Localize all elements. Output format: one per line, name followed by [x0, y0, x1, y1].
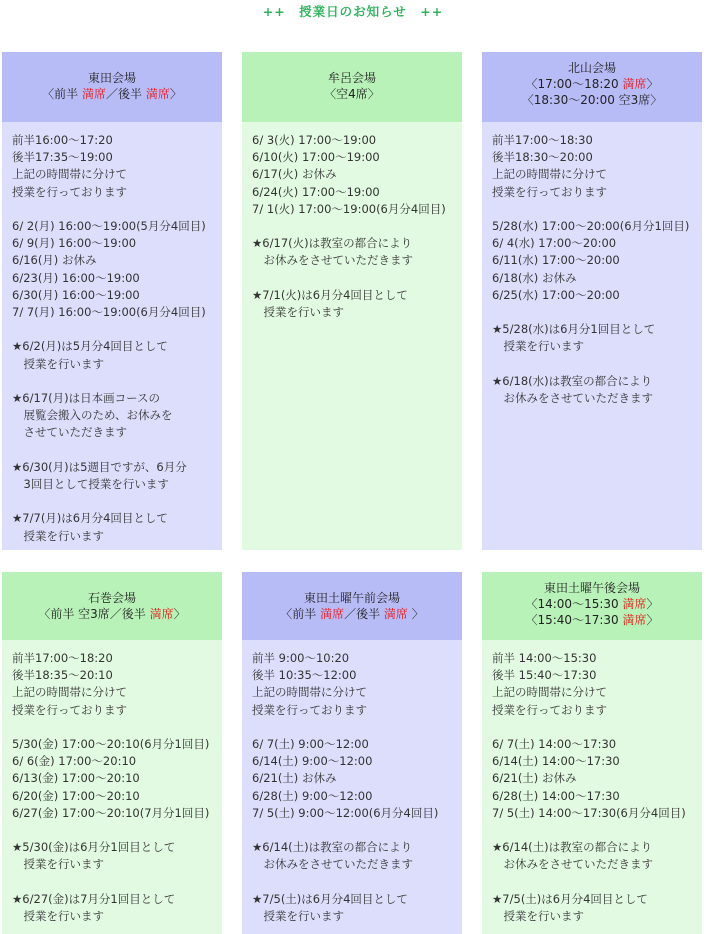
venue-card-ishimaki [2, 572, 222, 934]
venue-status-line: 〈前半 空3席／後半 満席〉 [38, 607, 186, 621]
venue-header [242, 572, 462, 640]
venue-schedule-text: 前半17:00〜18:30 後半18:30〜20:00 上記の時間帯に分けて 授業を行っております 5/28(水) 17:00〜20:00(6月分1回目) 6/ 4(水) 17:00〜20:00 6/11(水) 17:00〜20:00 6/18(水) お休み 6/25(水) 17:00〜20:00 ★5/28(水)は6月分1回目として 授業を行います ★6/18(水)は教室の都合により お休みをさせていただきます [482, 122, 702, 550]
venue-header [2, 572, 222, 640]
venue-schedule-text: 前半16:00〜17:20 後半17:35〜19:00 上記の時間帯に分けて 授業を行っております 6/ 2(月) 16:00〜19:00(5月分4回目) 6/ 9(月) 16:00〜19:00 6/16(月) お休み 6/23(月) 16:00〜19:00 6/30(月) 16:00〜19:00 7/ 7(月) 16:00〜19:00(6月分4回目) ★6/2(月)は5月分4回目として 授業を行います ★6/17(月)は日本画コースの 展覧会搬入のため、お休みを させていただきます ★6/30(月)は5週目ですが、6月分 3回目として授業を行います ★7/7(月)は6月分4回目として 授業を行います [2, 122, 222, 550]
venue-card-higashida-saturday-pm [482, 572, 702, 934]
page-title: ++ 授業日のお知らせ ++ [262, 4, 444, 19]
venue-status-line: 〈18:30〜20:00 空3席〉 [521, 93, 663, 107]
venue-status-line: 〈前半 満席／後半 満席〉 [42, 87, 182, 101]
full-badge: 満席 [622, 597, 647, 611]
venue-status-line: 〈14:00〜15:30 満席〉 [525, 597, 659, 611]
venue-name: 北山会場 [567, 61, 616, 75]
venue-header [2, 52, 222, 122]
venue-name: 東田土曜午後会場 [543, 581, 640, 595]
full-badge: 満席 [81, 87, 106, 101]
venue-name: 東田会場 [87, 71, 136, 85]
venue-status-line: 〈前半 満席／後半 満席 〉 [280, 607, 424, 621]
full-badge: 満席 [149, 607, 174, 621]
venue-status-line: 〈空4席〉 [324, 87, 380, 101]
venue-header [482, 572, 702, 640]
full-badge: 満席 [622, 77, 647, 91]
venue-name: 牟呂会場 [327, 71, 376, 85]
venue-status-line: 〈15:40〜17:30 満席〉 [525, 613, 659, 627]
venue-card-kitayama [482, 52, 702, 550]
venue-card-muro [242, 52, 462, 550]
venue-name: 東田土曜午前会場 [303, 591, 400, 605]
full-badge: 満席 [320, 607, 345, 621]
venue-schedule-text: 前半 14:00〜15:30 後半 15:40〜17:30 上記の時間帯に分けて 授業を行っております 6/ 7(土) 14:00〜17:30 6/14(土) 14:00〜17:30 6/21(土) お休み 6/28(土) 14:00〜17:30 7/ 5(土) 14:00〜17:30(6月分4回目) ★6/14(土)は教室の都合により お休みをさせていただきます ★7/5(土)は6月分4回目として 授業を行います [482, 640, 702, 934]
venue-header [482, 52, 702, 122]
venue-status-line: 〈17:00〜18:20 満席〉 [525, 77, 659, 91]
full-badge: 満席 [145, 87, 170, 101]
venue-schedule-text: 前半 9:00〜10:20 後半 10:35〜12:00 上記の時間帯に分けて 授業を行っております 6/ 7(土) 9:00〜12:00 6/14(土) 9:00〜12:00 6/21(土) お休み 6/28(土) 9:00〜12:00 7/ 5(土) 9:00〜12:00(6月分4回目) ★6/14(土)は教室の都合により お休みをさせていただきます ★7/5(土)は6月分4回目として 授業を行います [242, 640, 462, 934]
venue-schedule-text: 6/ 3(火) 17:00〜19:00 6/10(火) 17:00〜19:00 6/17(火) お休み 6/24(火) 17:00〜19:00 7/ 1(火) 17:00〜19:00(6月分4回目) ★6/17(火)は教室の都合により お休みをさせていただきます ★7/1(火)は6月分4回目として 授業を行います [242, 122, 462, 550]
venue-name: 石巻会場 [87, 591, 136, 605]
venue-card-higashida [2, 52, 222, 550]
full-badge: 満席 [383, 607, 408, 621]
full-badge: 満席 [622, 613, 647, 627]
venue-card-higashida-saturday-am [242, 572, 462, 934]
venue-header [242, 52, 462, 122]
venue-schedule-text: 前半17:00〜18:20 後半18:35〜20:10 上記の時間帯に分けて 授業を行っております 5/30(金) 17:00〜20:10(6月分1回目) 6/ 6(金) 17:00〜20:10 6/13(金) 17:00〜20:10 6/20(金) 17:00〜20:10 6/27(金) 17:00〜20:10(7月分1回目) ★5/30(金)は6月分1回目として 授業を行います ★6/27(金)は7月分1回目として 授業を行います [2, 640, 222, 934]
